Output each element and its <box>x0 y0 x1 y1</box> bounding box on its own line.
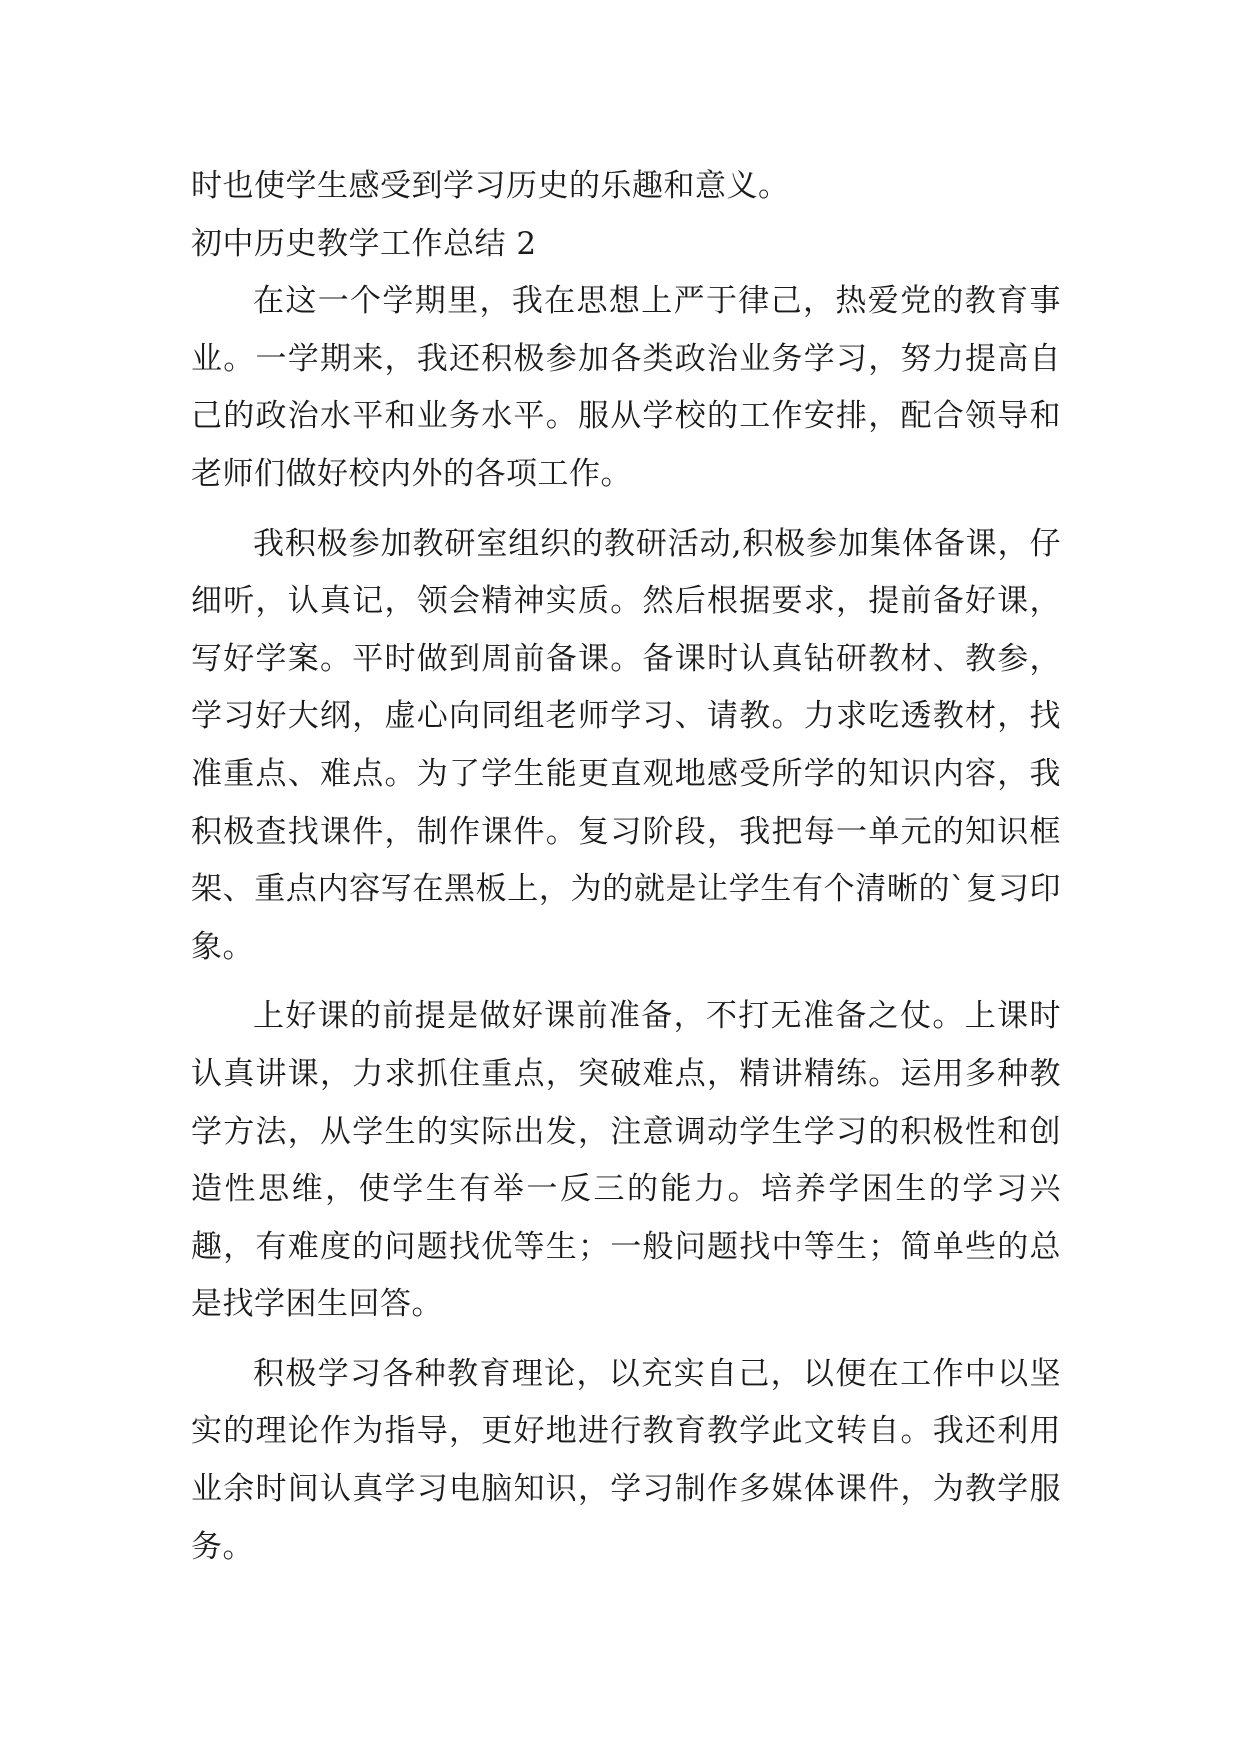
paragraph-4: 积极学习各种教育理论，以充实自己，以便在工作中以坚实的理论作为指导，更好地进行教育教学此文转自。我还利用业余时间认真学习电脑知识，学习制作多媒体课件，为教学服务。 <box>191 1355 1061 1565</box>
document-body <box>191 158 1061 1576</box>
paragraph-3: 上好课的前提是做好课前准备，不打无准备之仗。上课时认真讲课，力求抓住重点，突破难点，精讲精练。运用多种教学方法，从学生的实际出发，注意调动学生学习的积极性和创造性思维，使学生有举一反三的能力。培养学困生的学习兴趣，有难度的问题找优等生；一般问题找中等生；简单些的总是找学困生回答。 <box>191 998 1061 1323</box>
paragraph-2: 我积极参加教研室组织的教研活动,积极参加集体备课，仔细听，认真记，领会精神实质。然后根据要求，提前备好课，写好学案。平时做到周前备课。备课时认真钻研教材、教参，学习好大纲，虚心向同组老师学习、请教。力求吃透教材，找准重点、难点。为了学生能更直观地感受所学的知识内容，我积极查找课件，制作课件。复习阶段，我把每一单元的知识框架、重点内容写在黑板上，为的就是让学生有个清晰的`复习印象。 <box>191 525 1061 965</box>
section-title: 初中历史教学工作总结 2 <box>191 225 537 262</box>
paragraph-1: 在这一个学期里，我在思想上严于律己，热爱党的教育事业。一学期来，我还积极参加各类政治业务学习，努力提高自己的政治水平和业务水平。服从学校的工作安排，配合领导和老师们做好校内外的各项工作。 <box>191 283 1061 492</box>
lead-line: 时也使学生感受到学习历史的乐趣和意义。 <box>191 168 790 204</box>
